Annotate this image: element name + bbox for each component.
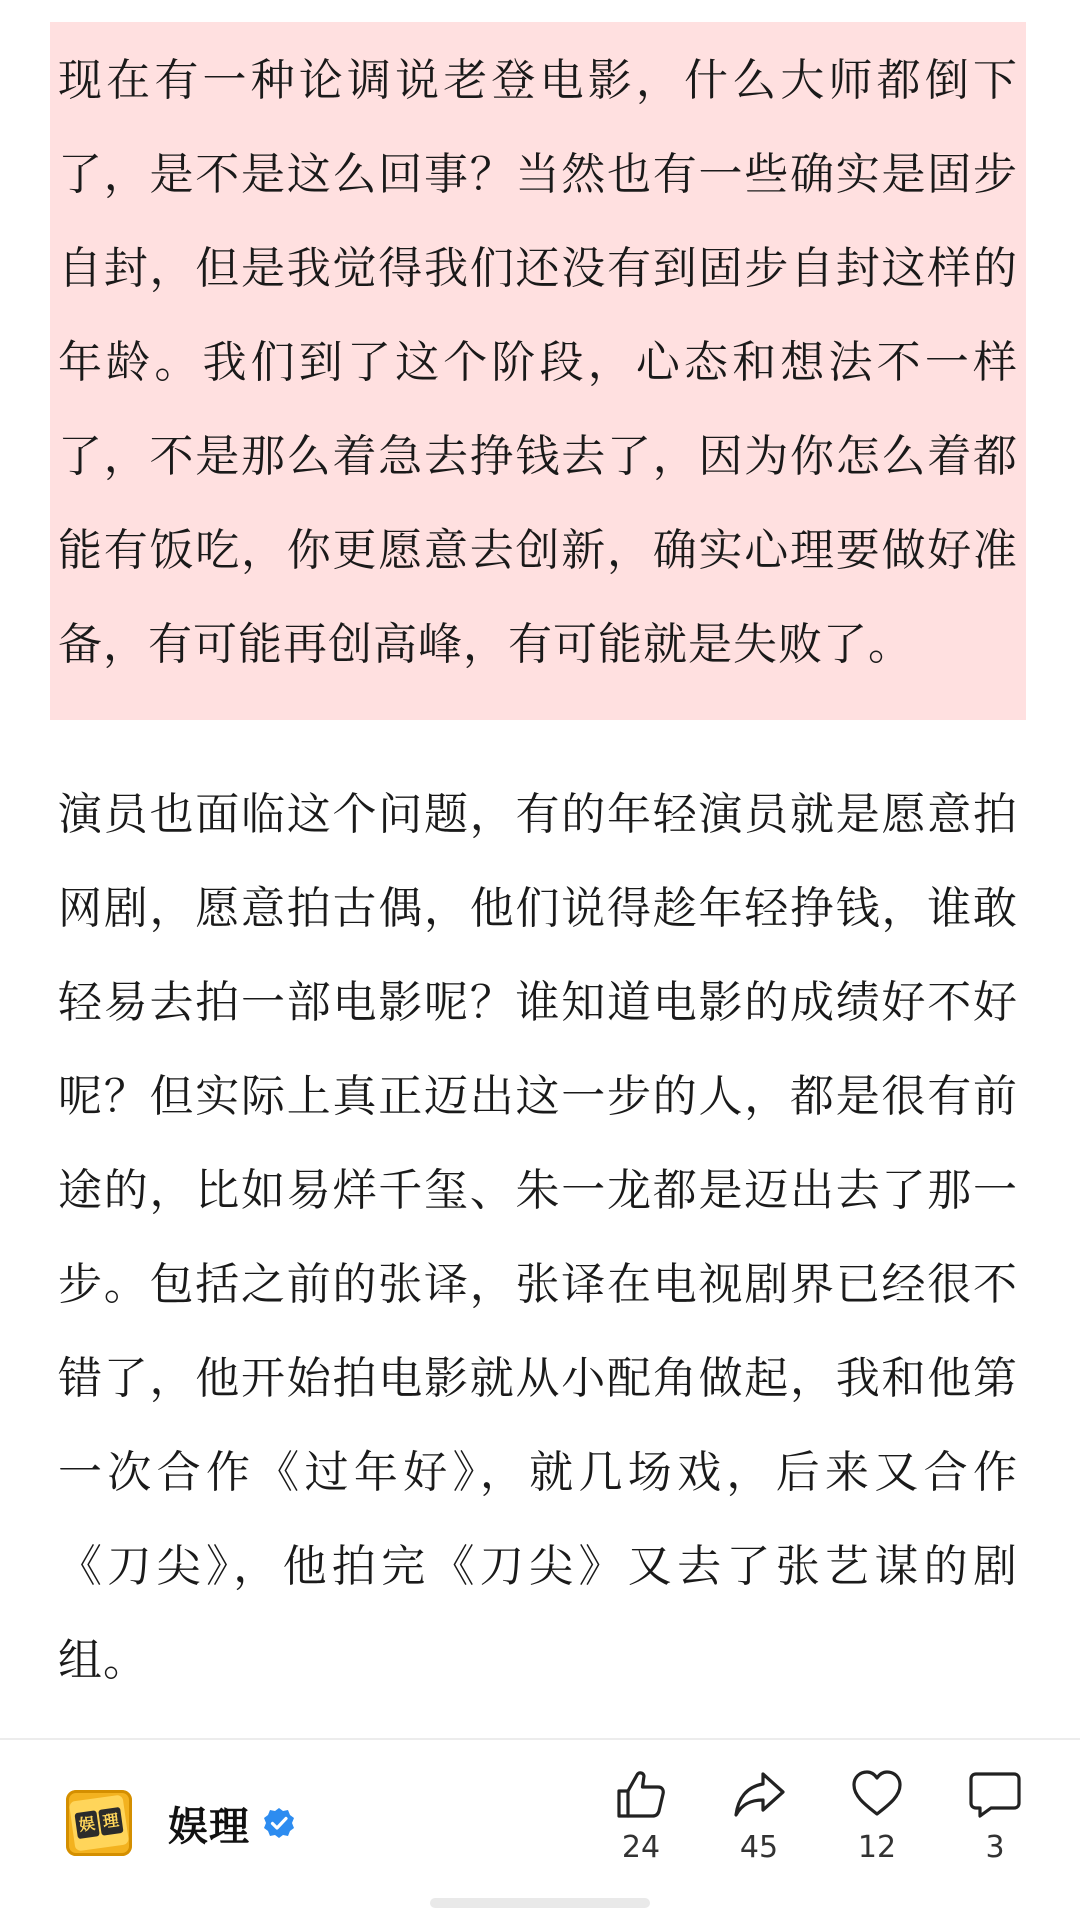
body-paragraph: 演员也面临这个问题，有的年轻演员就是愿意拍网剧，愿意拍古偶，他们说得趁年轻挣钱，谁敢轻易去拍一部电影呢？谁知道电影的成绩好不好呢？但实际上真正迈出这一步的人，都是很有前途的，比如易烊千玺、朱一龙都是迈出去了那一步。包括之前的张译，张译在电视剧界已经很不错了，他开始拍电影就从小配角做起，我和他第一次合作《过年好》，就几场戏，后来又合作《刀尖》，他拍完《刀尖》又去了张艺谋的剧组。 <box>58 789 1018 1686</box>
avatar-char-1: 娱 <box>74 1810 99 1839</box>
share-count: 45 <box>739 1830 779 1865</box>
heart-icon[interactable] <box>849 1766 905 1822</box>
share-arrow-icon[interactable] <box>731 1766 787 1822</box>
author-avatar[interactable] <box>66 1790 132 1856</box>
author-name[interactable]: 娱理 <box>168 1803 250 1850</box>
author-info[interactable] <box>66 1790 296 1856</box>
comment-count: 3 <box>985 1830 1005 1865</box>
comment-bubble-icon[interactable] <box>967 1766 1023 1822</box>
avatar-char-2: 理 <box>98 1807 123 1836</box>
action-bar <box>582 1766 1054 1866</box>
comment-button[interactable] <box>936 1766 1054 1866</box>
favorite-button[interactable] <box>818 1766 936 1866</box>
quote-paragraph: 现在有一种论调说老登电影，什么大师都倒下了，是不是这么回事？当然也有一些确实是固步自封，但是我觉得我们还没有到固步自封这样的年龄。我们到了这个阶段，心态和想法不一样了，不是那么着急去挣钱去了，因为你怎么着都能有饭吃，你更愿意去创新，确实心理要做好准备，有可能再创高峰，有可能就是失败了。 <box>58 55 1018 670</box>
post-footer <box>0 1740 1080 1920</box>
verified-badge-icon <box>262 1806 296 1840</box>
quote-highlight-block <box>50 22 1026 720</box>
home-indicator[interactable] <box>430 1898 650 1908</box>
avatar-logo <box>69 1794 129 1851</box>
favorite-count: 12 <box>857 1830 897 1865</box>
thumbs-up-icon[interactable] <box>613 1766 669 1822</box>
like-button[interactable] <box>582 1766 700 1866</box>
share-button[interactable] <box>700 1766 818 1866</box>
like-count: 24 <box>621 1830 661 1865</box>
body-text-block <box>58 768 1018 1708</box>
